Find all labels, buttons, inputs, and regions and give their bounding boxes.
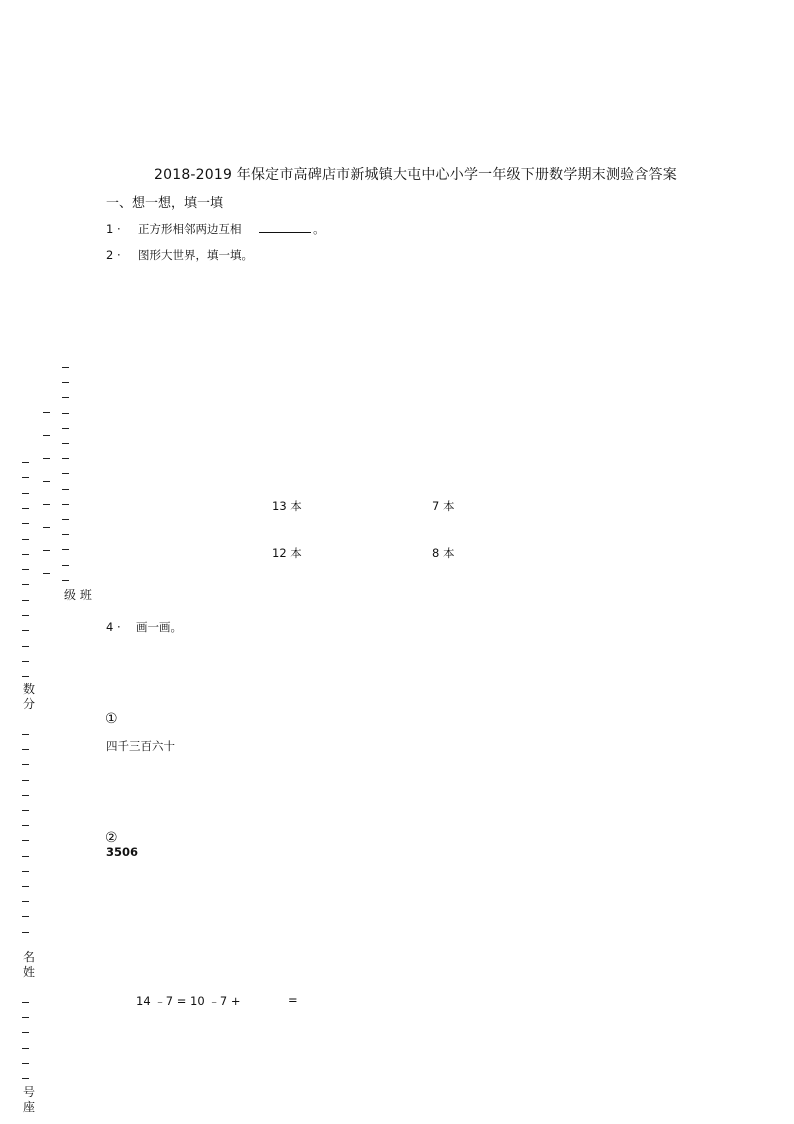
- margin-dash: [22, 749, 29, 750]
- margin-dash: [62, 382, 69, 383]
- margin-dash: [22, 523, 29, 524]
- margin-dash: [22, 856, 29, 857]
- margin-dash: [22, 1078, 29, 1079]
- margin-dash: [62, 489, 69, 490]
- question-1-tail: 。: [313, 222, 325, 236]
- margin-dash: [43, 550, 50, 551]
- margin-dash: [22, 1048, 29, 1049]
- margin-dash: [62, 413, 69, 414]
- margin-dash: [22, 661, 29, 662]
- item-1-text: 四千三百六十: [106, 739, 175, 753]
- answer-blank: [259, 222, 311, 233]
- margin-dash: [22, 886, 29, 887]
- margin-dash: [22, 795, 29, 796]
- margin-dash: [22, 825, 29, 826]
- margin-dash: [43, 481, 50, 482]
- question-4-text: 画一画。: [136, 620, 182, 634]
- margin-dash: [22, 871, 29, 872]
- margin-dash: [22, 508, 29, 509]
- margin-dash: [43, 458, 50, 459]
- margin-dash: [62, 397, 69, 398]
- margin-dash: [22, 1063, 29, 1064]
- margin-dash: [43, 504, 50, 505]
- item-1-marker: ①: [105, 711, 118, 727]
- margin-dash: [22, 780, 29, 781]
- margin-dash: [22, 462, 29, 463]
- page-title: 2018-2019 年保定市高碑店市新城镇大屯中心小学一年级下册数学期末测验含答案: [154, 167, 677, 183]
- margin-dash: [62, 565, 69, 566]
- margin-dash: [62, 428, 69, 429]
- margin-dash: [62, 473, 69, 474]
- margin-dash: [43, 435, 50, 436]
- margin-dash: [43, 527, 50, 528]
- margin-dash: [22, 600, 29, 601]
- margin-dash: [62, 367, 69, 368]
- margin-dash: [22, 630, 29, 631]
- equation-left: 14 ﹣7 = 10 ﹣7 +: [136, 994, 241, 1008]
- section-heading: 一、想一想，填一填: [106, 196, 224, 211]
- margin-dash: [22, 1032, 29, 1033]
- margin-dash: [22, 569, 29, 570]
- margin-dash: [22, 764, 29, 765]
- margin-dash: [22, 554, 29, 555]
- margin-dash: [22, 615, 29, 616]
- book-label: 8 本: [432, 546, 455, 560]
- item-2-marker: ②: [105, 830, 118, 846]
- margin-dash: [22, 810, 29, 811]
- class-label: 级 班: [64, 588, 92, 602]
- question-1-number: 1 ·: [106, 222, 121, 236]
- margin-dash: [22, 477, 29, 478]
- margin-dash: [22, 932, 29, 933]
- question-2-text: 图形大世界，填一填。: [138, 248, 253, 262]
- equation-equals: =: [288, 993, 298, 1007]
- margin-dash: [22, 493, 29, 494]
- question-1-text: 正方形相邻两边互相: [138, 222, 242, 236]
- margin-dash: [22, 916, 29, 917]
- margin-dash: [22, 1017, 29, 1018]
- item-2-text: 3506: [106, 845, 139, 859]
- subject-label: 数 分: [22, 682, 35, 711]
- margin-dash: [22, 901, 29, 902]
- margin-dash: [22, 1002, 29, 1003]
- name-label: 名 姓: [22, 950, 35, 979]
- margin-dash: [62, 504, 69, 505]
- book-label: 12 本: [272, 546, 302, 560]
- margin-dash: [62, 534, 69, 535]
- seat-label: 号 座: [22, 1085, 35, 1114]
- margin-dash: [62, 443, 69, 444]
- margin-dash: [62, 549, 69, 550]
- margin-dash: [22, 676, 29, 677]
- question-2-number: 2 ·: [106, 248, 121, 262]
- margin-dash: [62, 580, 69, 581]
- book-label: 7 本: [432, 499, 455, 513]
- margin-dash: [22, 734, 29, 735]
- question-4-number: 4 ·: [106, 620, 121, 634]
- book-label: 13 本: [272, 499, 302, 513]
- margin-dash: [43, 412, 50, 413]
- margin-dash: [62, 458, 69, 459]
- margin-dash: [22, 646, 29, 647]
- margin-dash: [22, 539, 29, 540]
- margin-dash: [62, 519, 69, 520]
- margin-dash: [22, 840, 29, 841]
- margin-dash: [43, 573, 50, 574]
- question-1: [138, 221, 325, 237]
- margin-dash: [22, 584, 29, 585]
